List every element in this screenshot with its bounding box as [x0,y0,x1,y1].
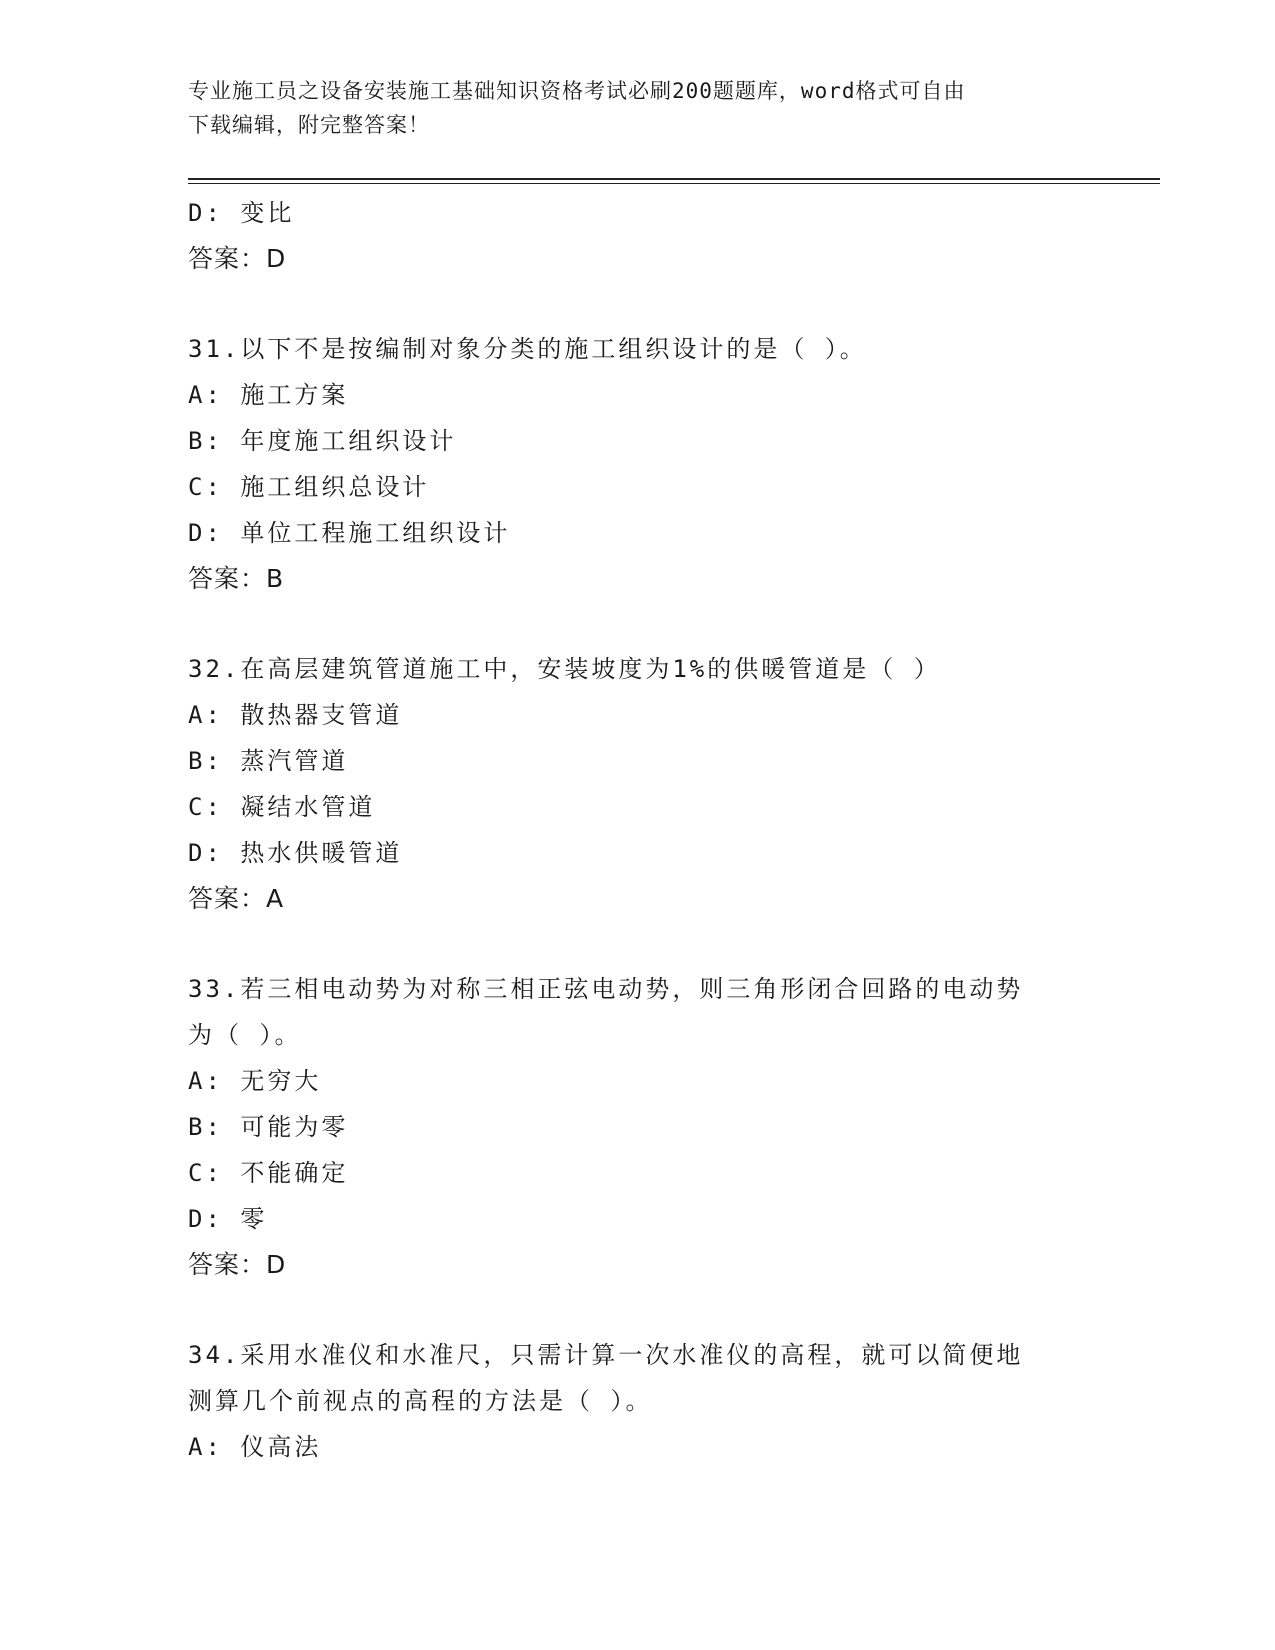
answer-line: 答案：A [188,884,285,913]
option-d: D: 单位工程施工组织设计 [188,519,511,547]
option-c: C: 施工组织总设计 [188,473,430,501]
option-b: B: 年度施工组织设计 [188,427,457,455]
option-d: D: 热水供暖管道 [188,839,403,867]
question-text-line-1: 34.采用水准仪和水准尺，只需计算一次水准仪的高程，就可以简便地 [188,1341,1024,1369]
header-line-2: 下载编辑，附完整答案！ [188,113,430,137]
question-text-line-2: 测算几个前视点的高程的方法是（ ）。 [188,1387,653,1415]
question-text: 31.以下不是按编制对象分类的施工组织设计的是（ ）。 [188,335,867,363]
option-b: B: 蒸汽管道 [188,747,349,775]
header-divider-thick [188,178,1160,180]
option-a: A: 施工方案 [188,381,349,409]
option-a: A: 无穷大 [188,1067,322,1095]
option-c: C: 凝结水管道 [188,793,376,821]
question-block-33 [188,966,1088,1288]
answer-line: 答案：B [188,564,285,593]
option-a: A: 仪高法 [188,1433,322,1461]
answer-line: 答案：D [188,1250,287,1279]
question-text: 32.在高层建筑管道施工中，安装坡度为1%的供暖管道是（ ） [188,655,941,683]
option-c: C: 不能确定 [188,1159,349,1187]
question-block-32 [188,646,1088,922]
header-divider-thin [188,183,1160,184]
option-d: D: 变比 [188,199,295,227]
answer-line: 答案：D [188,244,287,273]
option-a: A: 散热器支管道 [188,701,403,729]
question-text-line-1: 33.若三相电动势为对称三相正弦电动势，则三角形闭合回路的电动势 [188,975,1024,1003]
header-line-1: 专业施工员之设备安装施工基础知识资格考试必刷200题题库，word格式可自由 [188,79,966,103]
question-block-34 [188,1332,1088,1470]
page-header [188,74,1088,142]
question-text-line-2: 为（ ）。 [188,1021,302,1049]
question-block-prev [188,190,1088,282]
option-b: B: 可能为零 [188,1113,349,1141]
question-block-31 [188,326,1088,602]
option-d: D: 零 [188,1205,268,1233]
question-list [188,190,1088,1470]
